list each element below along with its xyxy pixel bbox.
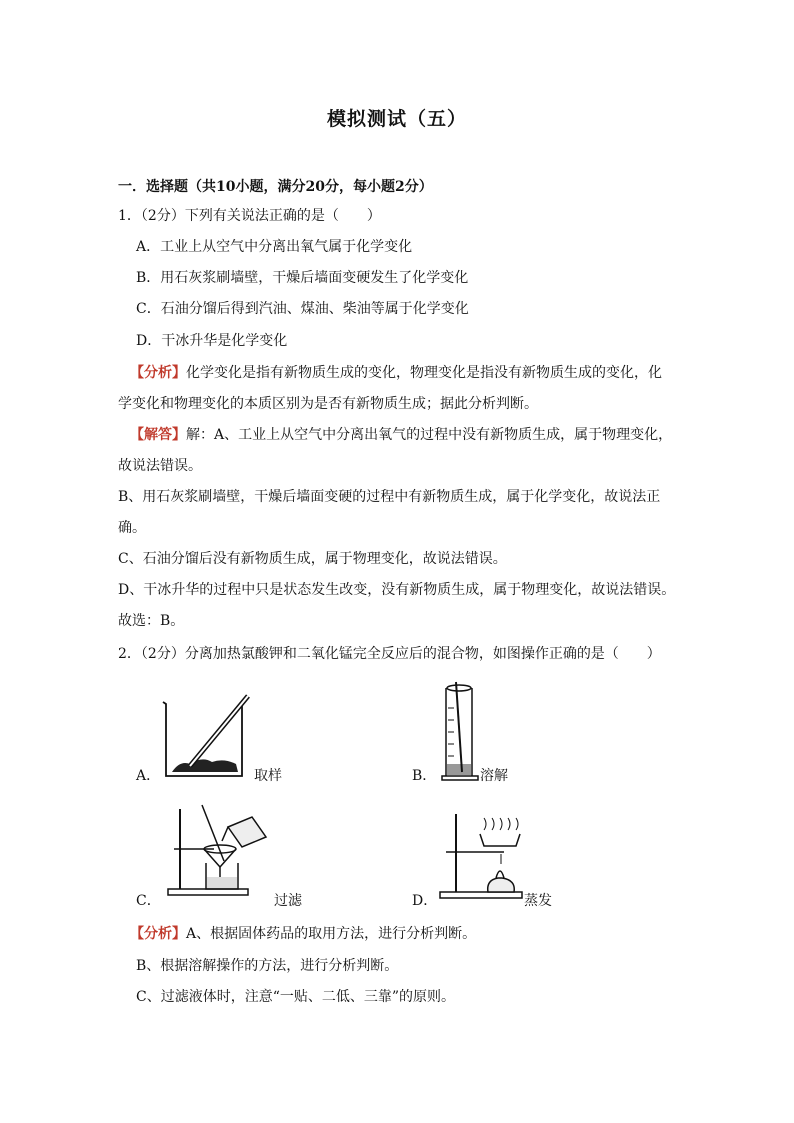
q1-analysis-line-1: 化学变化是指有新物质生成的变化，物理变化是指没有新物质生成的变化，化 (186, 365, 662, 381)
q1-solution-line-2: 故说法错误。 (118, 458, 202, 474)
q2-analysis-line-3: C、过滤液体时，注意“一贴、二低、三靠”的原则。 (136, 989, 456, 1005)
q1-analysis-line-2: 学变化和物理变化的本质区别为是否有新物质生成；据此分析判断。 (118, 396, 538, 412)
evaporation-apparatus-icon (440, 812, 524, 902)
solution-tag: 【解答】 (130, 427, 186, 443)
q1-option-c: C．石油分馏后得到汽油、煤油、柴油等属于化学变化 (136, 301, 469, 317)
q1-solution-line-7: 故选：B。 (118, 613, 185, 629)
q1-option-d: D．干冰升华是化学变化 (136, 333, 288, 349)
figure-b-caption: 溶解 (480, 768, 508, 784)
figure-d-caption: 蒸发 (524, 893, 552, 909)
figure-a-letter: A． (136, 768, 161, 784)
q1-option-a: A．工业上从空气中分离出氧气属于化学变化 (136, 239, 413, 255)
q1-solution (130, 425, 672, 445)
analysis-tag: 【分析】 (130, 926, 186, 942)
q2-analysis (130, 924, 476, 944)
q1-solution-line-3: B、用石灰浆刷墙壁，干燥后墙面变硬的过程中有新物质生成，属于化学变化，故说法正 (118, 489, 661, 505)
q2-analysis-line-2: B、根据溶解操作的方法，进行分析判断。 (136, 958, 399, 974)
q1-solution-line-6: D、干冰升华的过程中只是状态发生改变，没有新物质生成，属于物理变化，故说法错误。 (118, 582, 676, 598)
figure-a-caption: 取样 (254, 768, 282, 784)
filtration-apparatus-icon (166, 803, 272, 899)
analysis-tag: 【分析】 (130, 365, 186, 381)
q1-solution-line-5: C、石油分馏后没有新物质生成，属于物理变化，故说法错误。 (118, 551, 507, 567)
question-2-stem: 2．（2分）分离加热氯酸钾和二氧化锰完全反应后的混合物，如图操作正确的是（ ） (118, 646, 661, 662)
graduated-cylinder-icon (440, 678, 480, 782)
beaker-spatula-icon (160, 692, 250, 782)
q1-solution-line-4: 确。 (118, 520, 146, 536)
q2-analysis-line-1: A、根据固体药品的取用方法，进行分析判断。 (186, 926, 477, 942)
q1-option-b: B．用石灰浆刷墙壁，干燥后墙面变硬发生了化学变化 (136, 270, 469, 286)
question-1-stem: 1．（2分）下列有关说法正确的是（ ） (118, 208, 381, 224)
figure-d-letter: D． (412, 893, 438, 909)
figure-c-caption: 过滤 (274, 893, 302, 909)
q1-solution-line-1: 解：A、工业上从空气中分离出氧气的过程中没有新物质生成，属于物理变化， (186, 427, 673, 443)
figure-b-letter: B． (412, 768, 437, 784)
figure-c-letter: C． (136, 893, 161, 909)
section-header: 一．选择题（共10小题，满分20分，每小题2分） (118, 179, 433, 195)
q1-analysis (130, 363, 662, 383)
page-title: 模拟测试（五） (326, 108, 467, 130)
